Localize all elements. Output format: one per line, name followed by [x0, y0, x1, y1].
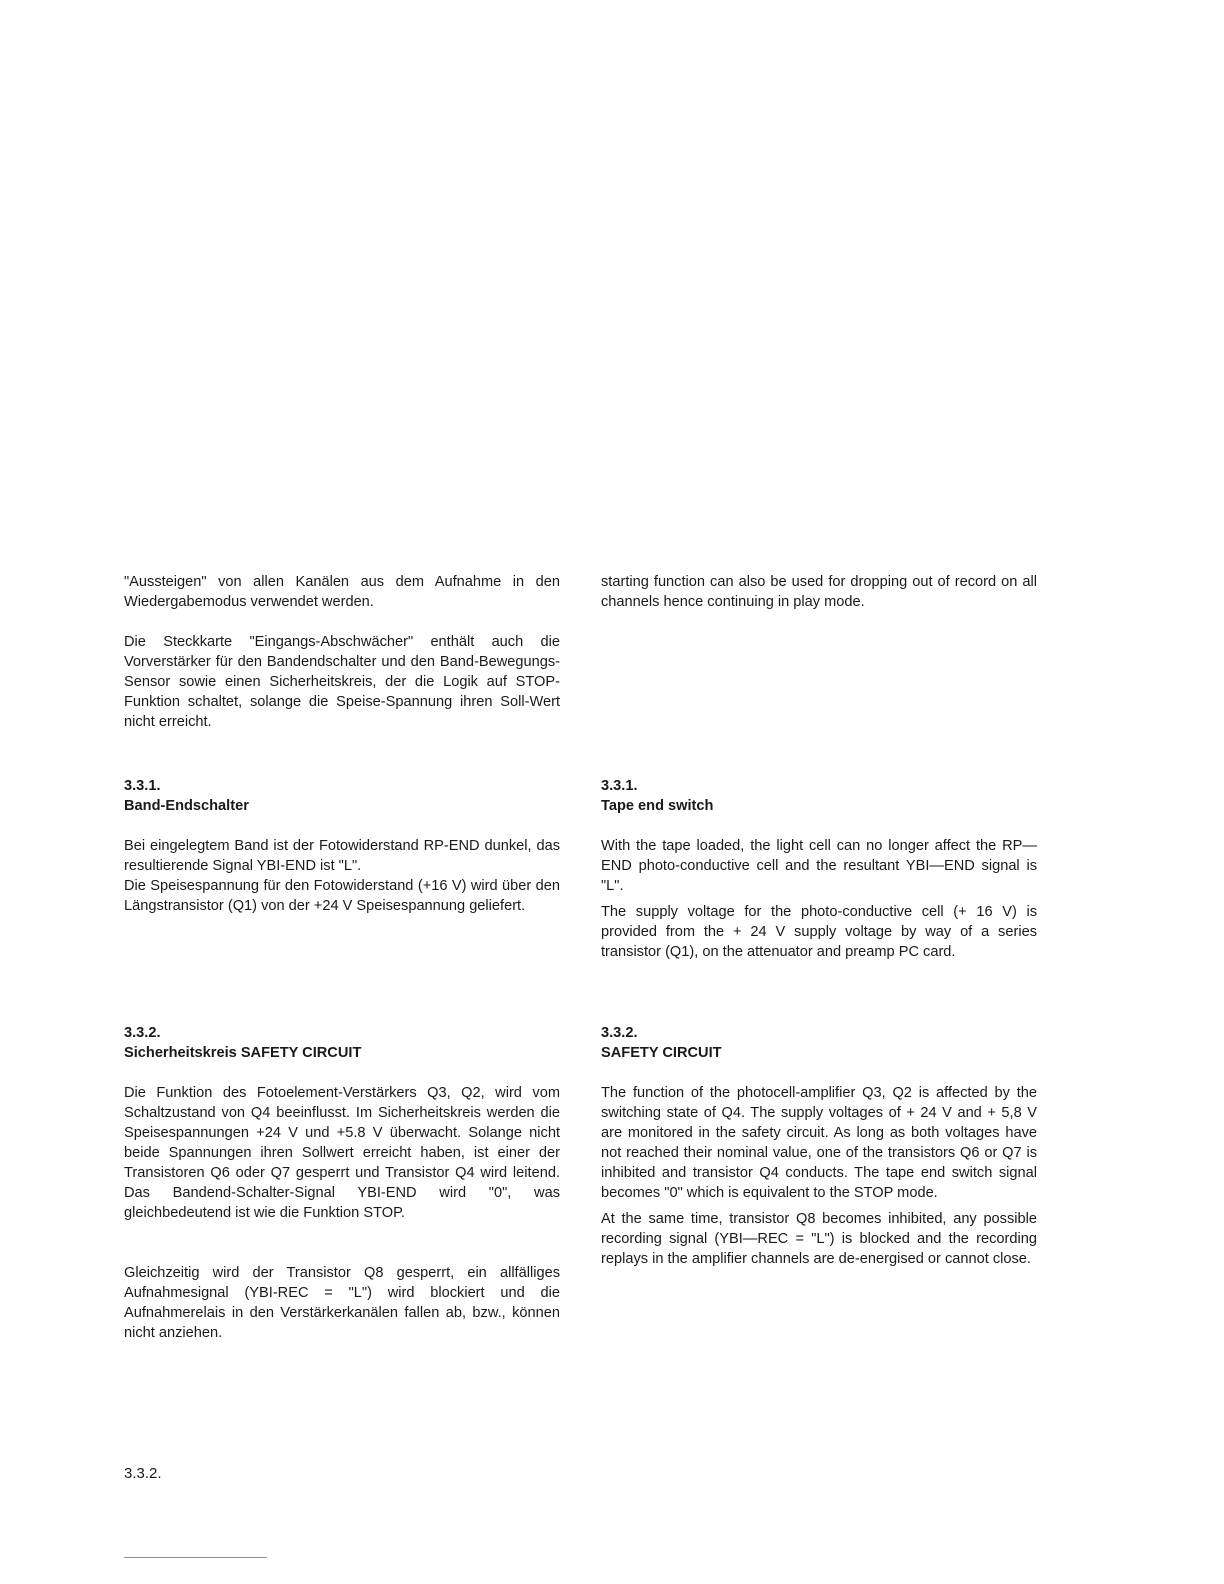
german-section-332-body-2 [124, 1263, 560, 1343]
section-title: Sicherheitskreis SAFETY CIRCUIT [124, 1045, 362, 1061]
english-331-paragraph-2: The supply voltage for the photo-conductive cell (+ 16 V) is provided from the + 24 V supply voltage by way of a series transistor (Q1), on the attenuator and preamp PC card. [601, 904, 1037, 960]
german-332-paragraph-2: Gleichzeitig wird der Transistor Q8 gesperrt, ein allfälliges Aufnahmesignal (YBI-REC = "L") wird blockiert und die Aufnahmerelais in den Verstärkerkanälen fallen ab, bzw., können nicht anziehen. [124, 1265, 560, 1341]
english-section-332 [601, 1023, 1037, 1063]
english-section-332-body [601, 1083, 1037, 1269]
german-intro-paragraph-1: "Aussteigen" von allen Kanälen aus dem Aufnahme in den Wiedergabemodus verwendet werden. [124, 574, 560, 610]
german-331-paragraph-2: Die Speisespannung für den Fotowiderstand (+16 V) wird über den Längstransistor (Q1) von der +24 V Speisespannung geliefert. [124, 878, 560, 914]
section-number: 3.3.1. [124, 778, 161, 794]
section-title: Band-Endschalter [124, 798, 249, 814]
german-section-332-body [124, 1083, 560, 1223]
german-section-331-body [124, 836, 560, 916]
english-intro [601, 572, 1037, 612]
german-intro-2 [124, 632, 560, 732]
german-intro-paragraph-2: Die Steckkarte "Eingangs-Abschwächer" enthält auch die Vorverstärker für den Bandendschalter und den Band-Bewegungs-Sensor sowie einen Sicherheitskreis, der die Logik auf STOP-Funktion schaltet, solange die Speise-Spannung ihren Soll-Wert nicht erreicht. [124, 634, 560, 730]
section-number: 3.3.2. [601, 1025, 638, 1041]
section-number: 3.3.2. [124, 1025, 161, 1041]
section-number: 3.3.1. [601, 778, 638, 794]
german-section-332 [124, 1023, 560, 1063]
english-331-paragraph-1: With the tape loaded, the light cell can no longer affect the RP—END photo-conductive cell and the resultant YBI—END signal is "L". [601, 838, 1037, 894]
english-intro-paragraph-1: starting function can also be used for dropping out of record on all channels hence continuing in play mode. [601, 574, 1037, 610]
footer-section-ref: 3.3.2. [124, 1465, 162, 1482]
english-section-331-body [601, 836, 1037, 962]
german-331-paragraph-1: Bei eingelegtem Band ist der Fotowiderstand RP-END dunkel, das resultierende Signal YBI-END ist "L". [124, 838, 560, 874]
footer-divider [124, 1557, 267, 1558]
english-332-paragraph-2: At the same time, transistor Q8 becomes inhibited, any possible recording signal (YBI—REC = "L") is blocked and the recording replays in the amplifier channels are de-energised or cannot close. [601, 1211, 1037, 1267]
section-title: SAFETY CIRCUIT [601, 1045, 722, 1061]
english-332-paragraph-1: The function of the photocell-amplifier Q3, Q2 is affected by the switching state of Q4. The supply voltages of + 24 V and + 5,8 V are monitored in the safety circuit. As long as both voltages have not reached their nominal value, one of the transistors Q6 or Q7 is inhibited and transistor Q4 conducts. The tape end switch signal becomes "0" which is equivalent to the STOP mode. [601, 1085, 1037, 1201]
section-title: Tape end switch [601, 798, 714, 814]
german-332-paragraph-1: Die Funktion des Fotoelement-Verstärkers Q3, Q2, wird vom Schaltzustand von Q4 beeinflusst. Im Sicherheitskreis werden die Speisespannungen +24 V und +5.8 V überwacht. Solange nicht beide Spannungen ihren Sollwert erreicht haben, ist einer der Transistoren Q6 oder Q7 gesperrt und Transistor Q4 wird leitend. Das Bandend-Schalter-Signal YBI-END wird "0", was gleichbedeutend ist wie die Funktion STOP. [124, 1085, 560, 1221]
german-intro [124, 572, 560, 612]
english-section-331 [601, 776, 1037, 816]
german-section-331 [124, 776, 560, 816]
